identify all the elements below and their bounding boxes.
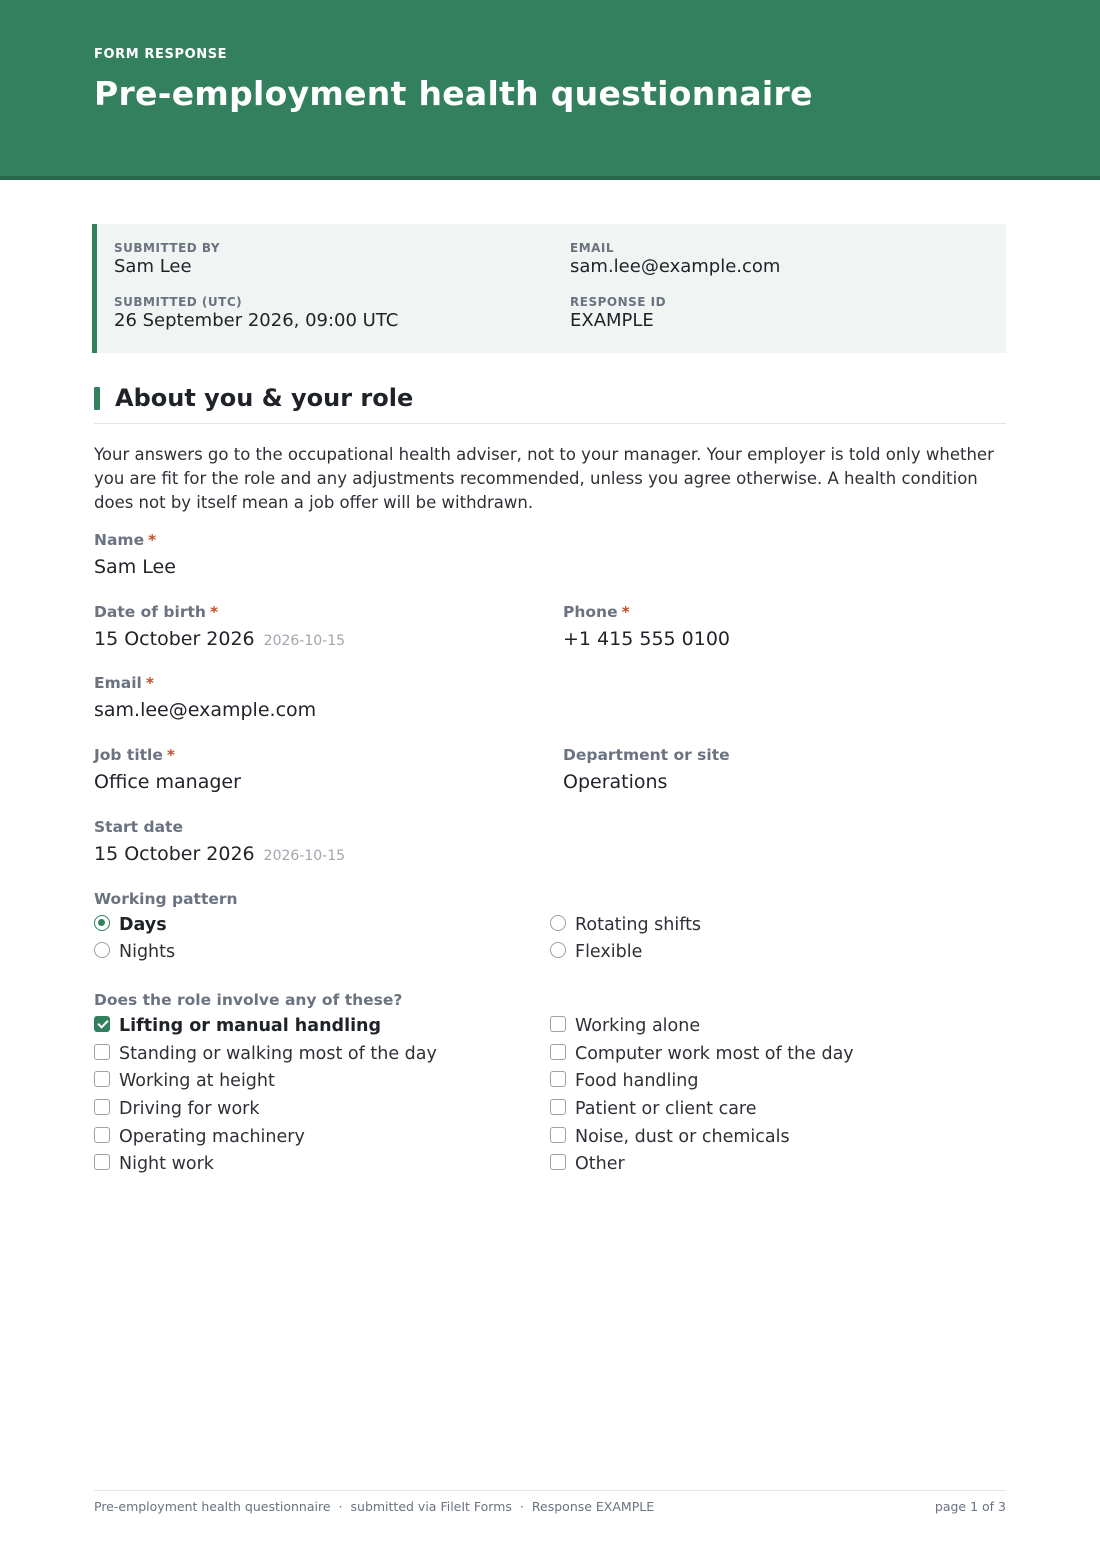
radio-days[interactable]: Days	[94, 915, 167, 935]
field-value: sam.lee@example.com	[94, 699, 317, 721]
role-involves-group	[94, 991, 402, 1009]
radio-nights[interactable]: Nights	[94, 942, 175, 962]
field-label: Phone *	[563, 603, 630, 621]
field-label: Does the role involve any of these?	[94, 991, 403, 1009]
checkbox-empty-icon	[550, 1127, 566, 1143]
footer-doc-name: Pre-employment health questionnaire	[94, 1499, 331, 1514]
form-title: Pre-employment health questionnaire	[94, 74, 813, 113]
meta-response-id	[570, 295, 666, 331]
iso-date: 2026-10-15	[263, 633, 346, 649]
checkbox-empty-icon	[550, 1016, 566, 1032]
field-value: Operations	[563, 771, 668, 793]
working-pattern-group	[94, 890, 238, 908]
field-phone	[563, 603, 730, 650]
radio-rotating-shifts[interactable]: Rotating shifts	[550, 915, 701, 935]
meta-submitted-utc	[114, 295, 398, 331]
form-header	[0, 0, 1100, 180]
radio-empty-icon	[550, 942, 566, 958]
checkbox-empty-icon	[94, 1127, 110, 1143]
checkbox-height[interactable]: Working at height	[94, 1071, 275, 1091]
field-value: 15 October 2026 2026-10-15	[94, 628, 346, 650]
iso-date: 2026-10-15	[263, 848, 346, 864]
meta-value: 26 September 2026, 09:00 UTC	[114, 310, 399, 331]
field-label: Department or site	[563, 746, 730, 764]
form-kicker: FORM RESPONSE	[94, 47, 228, 62]
checkbox-other[interactable]: Other	[550, 1154, 625, 1174]
field-name	[94, 531, 176, 578]
checkbox-food-handling[interactable]: Food handling	[550, 1071, 698, 1091]
field-job-title	[94, 746, 241, 793]
radio-flexible[interactable]: Flexible	[550, 942, 642, 962]
required-marker: *	[145, 674, 154, 692]
radio-empty-icon	[550, 915, 566, 931]
checkbox-noise-dust[interactable]: Noise, dust or chemicals	[550, 1127, 790, 1147]
field-value: Sam Lee	[94, 556, 176, 578]
field-email	[94, 674, 316, 721]
radio-selected-icon	[94, 915, 110, 931]
checkbox-empty-icon	[94, 1099, 110, 1115]
section-heading	[94, 384, 1006, 424]
field-label: Name *	[94, 531, 157, 549]
meta-submitted-by	[114, 241, 220, 277]
footer-separator: ·	[338, 1499, 343, 1514]
checkbox-patient-care[interactable]: Patient or client care	[550, 1099, 757, 1119]
field-label: Email *	[94, 674, 154, 692]
checkbox-night-work[interactable]: Night work	[94, 1154, 214, 1174]
required-marker: *	[148, 531, 157, 549]
required-marker: *	[166, 746, 175, 764]
checkbox-checked-icon	[94, 1016, 110, 1032]
required-marker: *	[621, 603, 630, 621]
checkbox-empty-icon	[550, 1154, 566, 1170]
field-value: 15 October 2026 2026-10-15	[94, 843, 346, 865]
section-intro: Your answers go to the occupational health adviser, not to your manager. Your employer is told only whether you are fit for the role and any adjustments recommended, unless you agree otherwise. A health condition does not by itself mean a job offer will be withdrawn.	[94, 445, 994, 512]
checkbox-empty-icon	[94, 1044, 110, 1060]
meta-value: Sam Lee	[114, 256, 192, 277]
checkbox-empty-icon	[94, 1071, 110, 1087]
required-marker: *	[209, 603, 219, 621]
checkbox-lifting[interactable]: Lifting or manual handling	[94, 1016, 381, 1036]
checkbox-driving[interactable]: Driving for work	[94, 1099, 260, 1119]
section-accent-bar	[94, 387, 100, 410]
field-value: Office manager	[94, 771, 241, 793]
field-label: Start date	[94, 818, 183, 836]
checkbox-working-alone[interactable]: Working alone	[550, 1016, 700, 1036]
page-footer	[94, 1490, 1006, 1514]
meta-label: EMAIL	[570, 241, 615, 255]
submission-meta-panel	[92, 224, 1006, 353]
meta-email	[570, 241, 780, 277]
footer-response: Response EXAMPLE	[531, 1499, 655, 1514]
field-date-of-birth	[94, 603, 345, 650]
meta-value: EXAMPLE	[570, 310, 654, 331]
field-value: +1 415 555 0100	[563, 628, 731, 650]
meta-label: RESPONSE ID	[570, 295, 667, 309]
section-title: About you & your role	[115, 384, 414, 412]
field-start-date	[94, 818, 345, 865]
checkbox-standing[interactable]: Standing or walking most of the day	[94, 1044, 437, 1064]
field-department	[563, 746, 730, 793]
meta-label: SUBMITTED (UTC)	[114, 295, 243, 309]
checkbox-computer-work[interactable]: Computer work most of the day	[550, 1044, 854, 1064]
checkbox-machinery[interactable]: Operating machinery	[94, 1127, 305, 1147]
footer-info	[94, 1499, 654, 1514]
field-label: Job title *	[94, 746, 175, 764]
meta-label: SUBMITTED BY	[114, 241, 221, 255]
radio-empty-icon	[94, 942, 110, 958]
field-label: Date of birth *	[94, 603, 219, 621]
page-number: page 1 of 3	[934, 1499, 1006, 1514]
checkbox-empty-icon	[550, 1099, 566, 1115]
checkbox-empty-icon	[94, 1154, 110, 1170]
checkbox-empty-icon	[550, 1044, 566, 1060]
meta-value: sam.lee@example.com	[570, 256, 781, 277]
field-label: Working pattern	[94, 890, 238, 908]
footer-separator: ·	[519, 1499, 524, 1514]
checkbox-empty-icon	[550, 1071, 566, 1087]
footer-via: submitted via FileIt Forms	[350, 1499, 512, 1514]
